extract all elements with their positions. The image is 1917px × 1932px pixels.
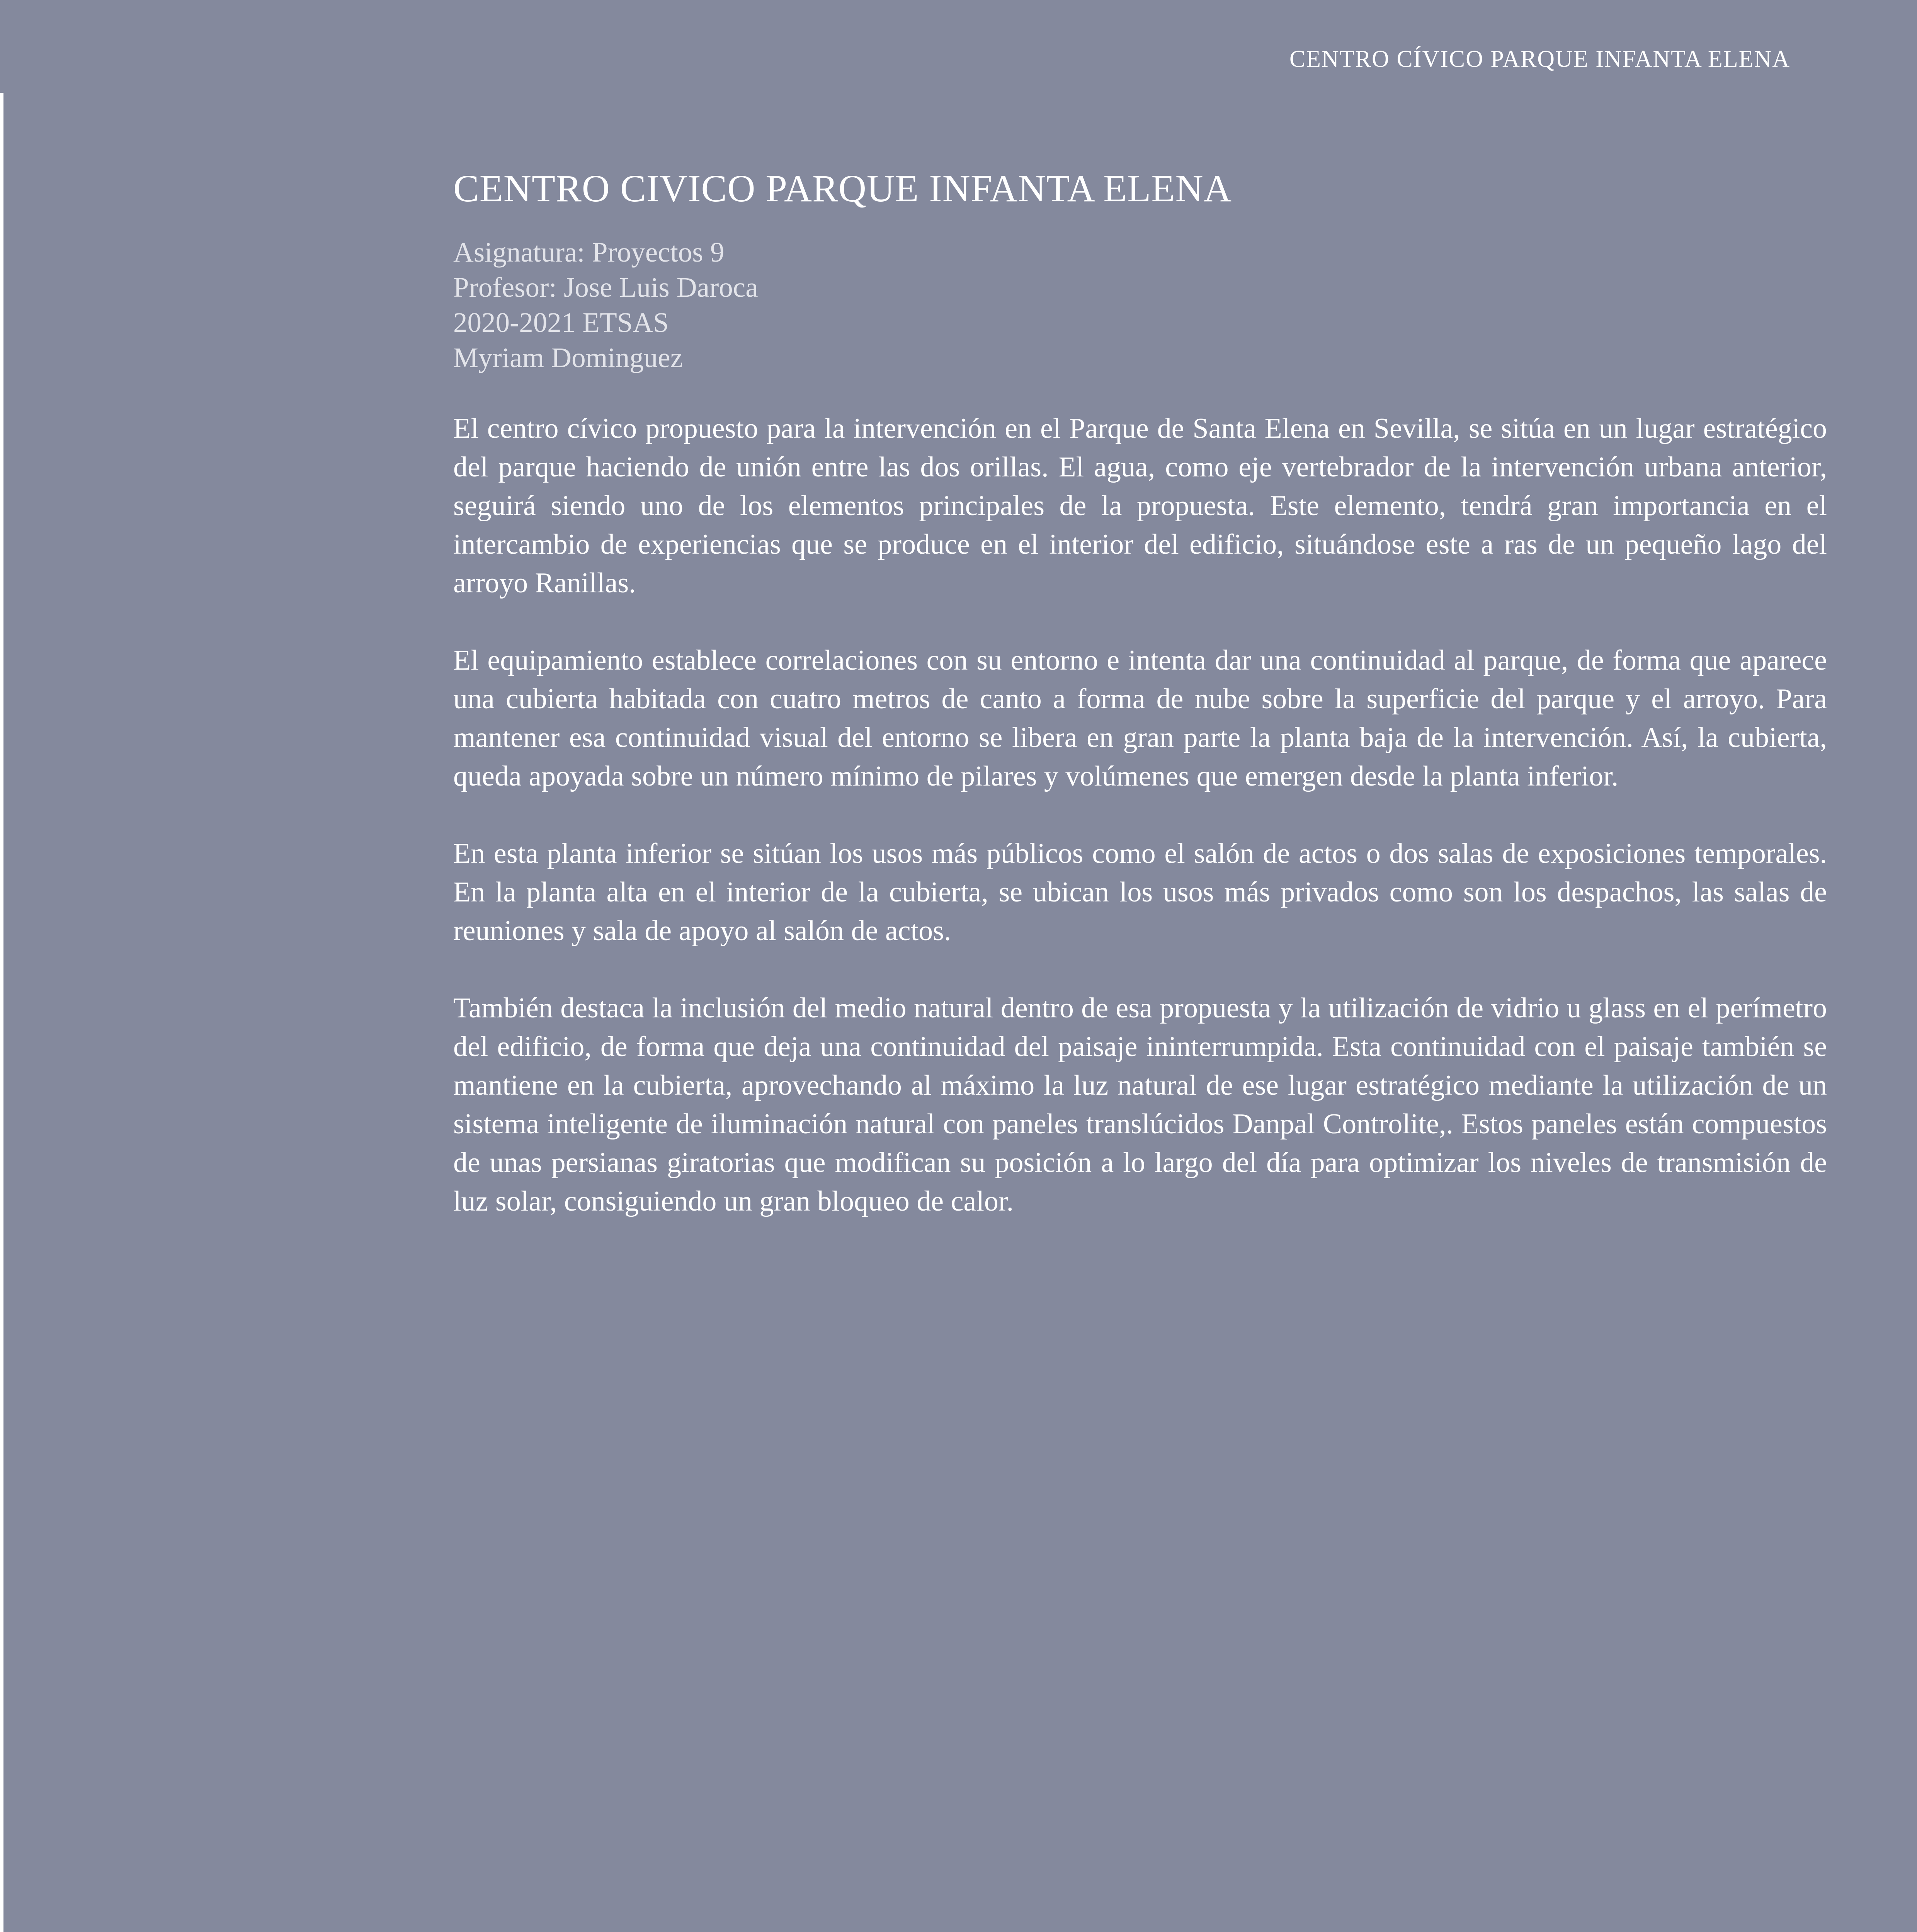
meta-author: Myriam Dominguez — [453, 342, 683, 373]
project-meta — [453, 235, 1827, 375]
body-paragraph-3: En esta planta inferior se sitúan los usos más públicos como el salón de actos o dos salas de exposiciones temporales. En la planta alta en el interior de la cubierta, se ubican los usos más privados como son los despachos, las salas de reuniones y sala de apoyo al salón de actos. — [453, 838, 1827, 947]
meta-subject: Asignatura: Proyectos 9 — [453, 236, 725, 268]
meta-year-school: 2020-2021 ETSAS — [453, 307, 669, 338]
meta-professor: Profesor: Jose Luis Daroca — [453, 272, 758, 303]
left-margin-rule — [0, 93, 3, 1932]
body-paragraph-4: También destaca la inclusión del medio natural dentro de esa propuesta y la utilización de vidrio u glass en el perímetro del edificio, de forma que deja una continuidad del paisaje ininterrumpida. Esta continuidad con el paisaje también se mantiene en la cubierta, aprovechando al máximo la luz natural de ese lugar estratégico mediante la utilización de un sistema inteligente de iluminación natural con paneles translúcidos Danpal Controlite,. Estos paneles están compuestos de unas persianas giratorias que modifican su posición a lo largo del día para optimizar los niveles de transmisión de luz solar, consiguiendo un gran bloqueo de calor. — [453, 992, 1827, 1217]
page-title: CENTRO CIVICO PARQUE INFANTA ELENA — [453, 167, 1232, 210]
main-content — [453, 166, 1827, 1259]
body-paragraph-1: El centro cívico propuesto para la intervención en el Parque de Santa Elena en Sevilla, se sitúa en un lugar estratégico del parque haciendo de unión entre las dos orillas. El agua, como eje vertebrador de la intervención urbana anterior, seguirá siendo uno de los elementos principales de la propuesta. Este elemento, tendrá gran importancia en el intercambio de experiencias que se produce en el interior del edificio, situándose este a ras de un pequeño lago del arroyo Ranillas. — [453, 413, 1827, 599]
running-header: CENTRO CÍVICO PARQUE INFANTA ELENA — [1289, 46, 1790, 72]
body-paragraph-2: El equipamiento establece correlaciones con su entorno e intenta dar una continuidad al parque, de forma que aparece una cubierta habitada con cuatro metros de canto a forma de nube sobre la superficie del parque y el arroyo. Para mantener esa continuidad visual del entorno se libera en gran parte la planta baja de la intervención. Así, la cubierta, queda apoyada sobre un número mínimo de pilares y volúmenes que emergen desde la planta inferior. — [453, 645, 1827, 792]
